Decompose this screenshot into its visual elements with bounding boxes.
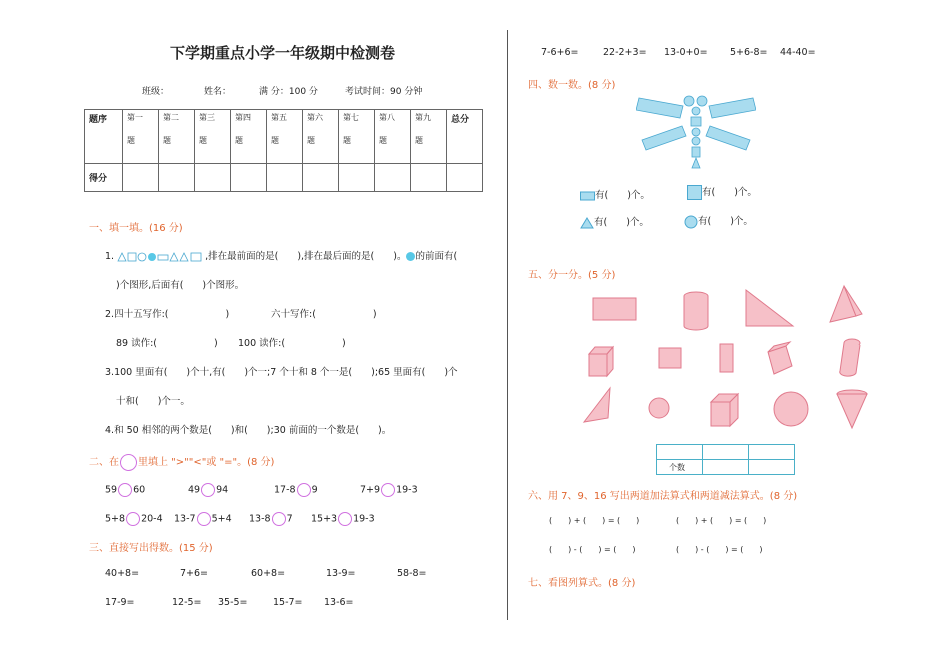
score-col-1: 第一 题 bbox=[123, 110, 159, 164]
s3-calc: 35-5= bbox=[218, 597, 248, 608]
compare-circle[interactable] bbox=[118, 483, 132, 497]
count-cell[interactable] bbox=[749, 460, 795, 475]
s3-calc: 13-0+0= bbox=[664, 47, 708, 58]
s1-q2b: 六十写作:( ) bbox=[271, 309, 377, 320]
s3-calc: 44-40= bbox=[780, 47, 816, 58]
s2-r2-item-4: 15+3 19-3 bbox=[311, 513, 375, 525]
score-col-2: 第二 题 bbox=[159, 110, 195, 164]
s2-r1-item-3: 17-8 9 bbox=[274, 484, 318, 496]
s4-circle-count: 有( )个。 bbox=[684, 213, 753, 229]
s1-q4: 4.和 50 相邻的两个数是( )和( );30 前面的一个数是( )。 bbox=[105, 425, 392, 436]
compare-circle[interactable] bbox=[297, 483, 311, 497]
s3-calc: 60+8= bbox=[251, 568, 286, 579]
shapes-classify-figure bbox=[580, 284, 870, 436]
circle-shape-icon bbox=[684, 215, 698, 229]
exam-time: 考试时间：90 分钟 bbox=[345, 87, 423, 97]
s2-r2-item-3: 13-8 7 bbox=[249, 513, 293, 525]
section-6-title: 六、用 7、9、16 写出两道加法算式和两道减法算式。(8 分) bbox=[528, 491, 798, 502]
name-label: 姓名： bbox=[204, 87, 232, 97]
s1-q2c: 89 读作:( ) bbox=[116, 338, 218, 349]
section-1-title: 一、填一填。(16 分) bbox=[89, 223, 183, 234]
score-row-label: 得分 bbox=[85, 164, 123, 192]
rectangle-icon bbox=[580, 191, 595, 201]
column-divider bbox=[507, 30, 508, 620]
compare-circle[interactable] bbox=[381, 483, 395, 497]
s4-triangle-count: 有( )个。 bbox=[580, 214, 649, 229]
score-cell[interactable] bbox=[123, 164, 159, 192]
full-score: 满 分：100 分 bbox=[259, 87, 318, 97]
s3-calc: 13-6= bbox=[324, 597, 354, 608]
s4-rect-count: 有( )个。 bbox=[580, 187, 650, 201]
section-7-title: 七、看图列算式。(8 分) bbox=[528, 578, 636, 589]
s2-r1-item-2: 49 94 bbox=[188, 484, 229, 496]
score-cell[interactable] bbox=[447, 164, 483, 192]
s3-calc: 7+6= bbox=[180, 568, 209, 579]
score-cell[interactable] bbox=[411, 164, 447, 192]
square-icon bbox=[687, 185, 702, 200]
shape-sequence-icon bbox=[117, 252, 205, 262]
s6-sub-1: ( ) - ( ) = ( ) bbox=[549, 545, 636, 554]
section-5-title: 五、分一分。(5 分) bbox=[528, 270, 616, 281]
class-label: 班级： bbox=[142, 87, 170, 97]
score-cell[interactable] bbox=[303, 164, 339, 192]
score-cell[interactable] bbox=[195, 164, 231, 192]
s6-add-1: ( ) + ( ) = ( ) bbox=[549, 516, 640, 525]
s3-calc: 5+6-8= bbox=[730, 47, 768, 58]
triangle-icon bbox=[580, 217, 594, 229]
count-cell[interactable] bbox=[703, 460, 749, 475]
s2-r1-item-4: 7+9 19-3 bbox=[360, 484, 418, 496]
compare-circle[interactable] bbox=[126, 512, 140, 526]
s6-add-2: ( ) + ( ) = ( ) bbox=[676, 516, 767, 525]
compare-circle[interactable] bbox=[338, 512, 352, 526]
score-cell[interactable] bbox=[231, 164, 267, 192]
score-table bbox=[84, 109, 483, 192]
count-table bbox=[656, 444, 795, 475]
score-col-7: 第七 题 bbox=[339, 110, 375, 164]
s1-q3-line1: 3.100 里面有( )个十,有( )个一;7 个十和 8 个一是( );65 里面有( )个 bbox=[105, 367, 458, 378]
s2-r2-item-1: 5+8 20-4 bbox=[105, 513, 163, 525]
s3-calc: 40+8= bbox=[105, 568, 140, 579]
section-4-title: 四、数一数。(8 分) bbox=[528, 80, 616, 91]
score-col-3: 第三 题 bbox=[195, 110, 231, 164]
s1-q1-line2: )个图形,后面有( )个图形。 bbox=[116, 280, 245, 291]
circle-icon bbox=[120, 454, 137, 471]
compare-circle[interactable] bbox=[197, 512, 211, 526]
score-cell[interactable] bbox=[267, 164, 303, 192]
s3-calc: 7-6+6= bbox=[541, 47, 579, 58]
score-cell[interactable] bbox=[339, 164, 375, 192]
score-col-8: 第八 题 bbox=[375, 110, 411, 164]
s3-calc: 13-9= bbox=[326, 568, 356, 579]
s2-r2-item-2: 13-7 5+4 bbox=[174, 513, 232, 525]
score-total-header: 总分 bbox=[447, 110, 483, 164]
compare-circle[interactable] bbox=[201, 483, 215, 497]
compare-circle[interactable] bbox=[272, 512, 286, 526]
dragonfly-shapes-figure bbox=[636, 92, 756, 174]
score-col-6: 第六 题 bbox=[303, 110, 339, 164]
s6-sub-2: ( ) - ( ) = ( ) bbox=[676, 545, 763, 554]
s3-calc: 58-8= bbox=[397, 568, 427, 579]
page-title: 下学期重点小学一年级期中检测卷 bbox=[170, 44, 396, 62]
s4-square-count: 有( )个。 bbox=[687, 184, 757, 200]
s3-calc: 17-9= bbox=[105, 597, 135, 608]
score-col-5: 第五 题 bbox=[267, 110, 303, 164]
score-col-4: 第四 题 bbox=[231, 110, 267, 164]
s1-q1-line1: 1. ,排在最前面的是( ),排在最后面的是( )。 的前面有( bbox=[105, 251, 458, 262]
s1-q2a: 2.四十五写作:( ) bbox=[105, 309, 230, 320]
score-cell[interactable] bbox=[375, 164, 411, 192]
s3-calc: 15-7= bbox=[273, 597, 303, 608]
s2-r1-item-1: 59 60 bbox=[105, 484, 146, 496]
section-2-title: 二、在 里填上 ">""<"或 "="。(8 分) bbox=[89, 453, 274, 471]
section-3-title: 三、直接写出得数。(15 分) bbox=[89, 543, 213, 554]
score-col-9: 第九 题 bbox=[411, 110, 447, 164]
s1-q3-line2: 十和( )个一。 bbox=[116, 396, 190, 407]
score-cell[interactable] bbox=[159, 164, 195, 192]
s3-calc: 12-5= bbox=[172, 597, 202, 608]
score-table-header: 题序 bbox=[85, 110, 123, 164]
s1-q2d: 100 读作:( ) bbox=[238, 338, 346, 349]
count-label: 个数 bbox=[657, 460, 703, 475]
s3-calc: 22-2+3= bbox=[603, 47, 647, 58]
